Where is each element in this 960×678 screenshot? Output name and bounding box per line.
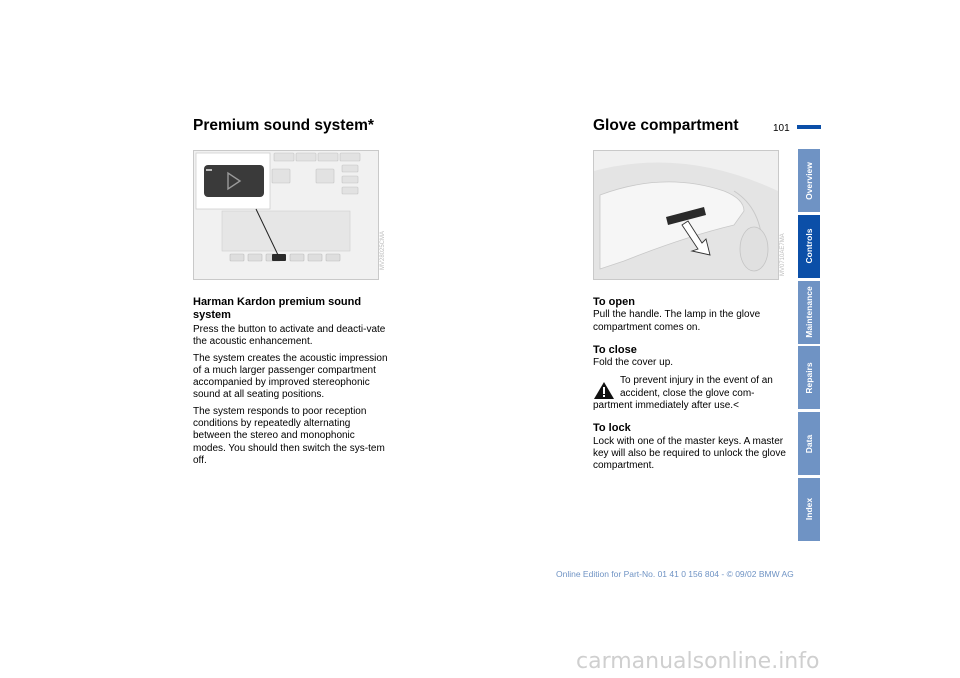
radio-console-illustration [194, 151, 378, 279]
glove-compartment-figure [593, 150, 779, 280]
page-number: 101 [773, 123, 790, 134]
tab-index[interactable] [798, 478, 820, 541]
site-watermark: carmanualsonline.info [576, 649, 820, 674]
to-lock-heading: To lock [593, 422, 631, 435]
to-close-heading: To close [593, 343, 637, 356]
to-close-text: Fold the cover up. [593, 357, 674, 369]
warning-line-2: accident, close the glove com- [620, 387, 755, 399]
warning-line-3 [593, 400, 788, 412]
tab-data[interactable] [798, 412, 820, 475]
left-figure-code: MV28025CMA [380, 230, 386, 270]
tab-controls[interactable] [798, 215, 820, 278]
warning-triangle-icon [593, 380, 615, 400]
premium-sound-figure [193, 150, 379, 280]
header-rule [797, 125, 821, 129]
to-lock-text: Lock with one of the master keys. A master key will also be required to unlock the glove compartment. [593, 435, 786, 472]
warning-line-1: To prevent injury in the event of an [620, 375, 773, 387]
to-close-section [593, 344, 788, 370]
paragraph: The system responds to poor reception conditions by repeatedly alternating between the stereo and monophonic modes. You should then switch the sys-tem off. [193, 405, 385, 466]
left-text-column [193, 296, 388, 471]
tab-repairs[interactable] [798, 346, 820, 409]
tab-label: Overview [804, 161, 814, 200]
right-text-column [593, 296, 788, 477]
tab-label: Data [804, 434, 814, 453]
tab-overview[interactable] [798, 149, 820, 212]
glove-compartment-illustration [594, 151, 778, 279]
warning-line-3-text: partment immediately after use. [593, 400, 734, 412]
paragraph: Press the button to activate and deacti-vate the acoustic enhancement. [193, 324, 386, 348]
section-tabs [798, 149, 820, 544]
right-page-title: Glove compartment [593, 117, 739, 134]
to-open-heading: To open [593, 296, 635, 308]
tab-label: Controls [804, 228, 814, 264]
to-open-text: Pull the handle. The lamp in the glove compartment comes on. [593, 309, 761, 333]
end-mark: < [733, 400, 739, 412]
tab-maintenance[interactable] [798, 281, 820, 344]
tab-label: Index [804, 498, 814, 521]
to-lock-section [593, 422, 788, 472]
footer-edition: Online Edition for Part-No. 01 41 0 156 804 - © 09/02 BMW AG [556, 569, 794, 579]
harman-kardon-heading: Harman Kardon premium sound system [193, 296, 362, 321]
tab-label: Maintenance [804, 286, 814, 338]
paragraph: The system creates the acoustic impression of a much larger passenger compartment accompanied by improved stereophonic sound at all seating positions. [193, 352, 388, 401]
to-open-section [593, 296, 788, 334]
left-page-title: Premium sound system* [193, 117, 374, 134]
warning-note [593, 375, 788, 412]
tab-label: Repairs [804, 362, 814, 394]
right-figure-code: MV0710AE7MA [780, 233, 786, 276]
